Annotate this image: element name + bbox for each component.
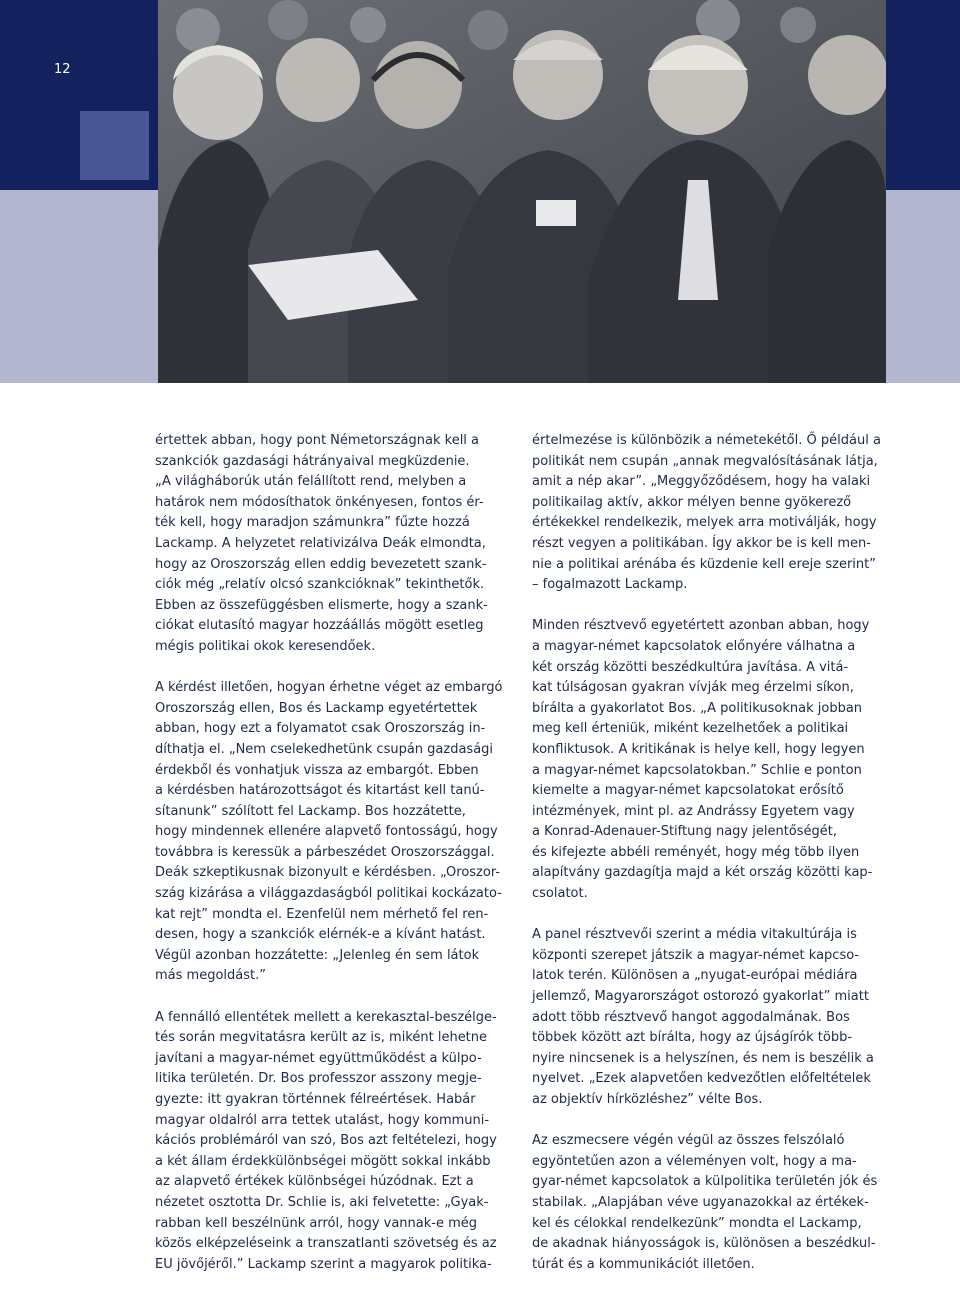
conference-photo [158,0,886,383]
paragraph: A panel résztvevői szerint a média vitakultúrája is központi szerepet játszik a magyar-német kapcso- latok terén. Különösen a „nyugat-európai médiára jellemző, Magyarországot ostorozó gyakorlat” miatt adott több résztvevő hangot aggodalmának. Bos többek között azt bírálta, hogy az újságírók több- nyire nincsenek is a helyszínen, és nem is beszélik a nyelvet. „Ezek alapvetően kedvezőtlen előfeltételek az objektív hírközléshez” vélte Bos. [532,927,874,1107]
conference-audience-photo-icon [158,0,886,383]
accent-square [80,111,149,180]
paragraph: Minden résztvevő egyetértett azonban abban, hogy a magyar-német kapcsolatok előnyére válhatna a két ország közötti beszédkultúra javítása. A vitá- kat túlságosan gyakran vívják meg érzelmi síkon, bírálta a gyakorlatot Bos. „A politikusoknak jobban meg kell érteniük, miként kezelhetőek a politikai konfliktusok. A kritikának is helye kell, hogy legyen a magyar-német kapcsolatokban.” Schlie e ponton kiemelte a magyar-német kapcsolatokat erősítő intézmények, mint pl. az Andrássy Egyetem vagy a Konrad-Adenauer-Stiftung nagy jelentőségét, és kifejezte abbéli reményét, hogy még több ilyen alapítvány gazdagítja majd a két ország közötti kap- csolatot. [532,618,873,902]
paragraph: A fennálló ellentétek mellett a kerekasztal-beszélge- tés során megvitatásra került az is, miként lehetne javítani a magyar-német együttműködést a külpo- litika területén. Dr. Bos professzor asszony megje- gyezte: itt gyakran történnek félreértések. Habár magyar oldalról arra tettek utalást, hogy kommuni- kációs problémáról van szó, Bos azt feltételezi, hogy a két állam érdekkülönbségei mögött sokkal inkább az alapvető értékek különbségei húzódnak. Ezt a nézetet osztotta Dr. Schlie is, aki felvetette: „Gyak- rabban kell beszélnünk arról, hogy vannak-e még közös elképzeléseink a transzatlanti szövetség és az EU jövőjéről.” Lackamp szerint a magyarok politika- [155,1009,497,1272]
paragraph: értelmezése is különbözik a németekétől. Ő például a politikát nem csupán „annak megvalósításának látja, amit a nép akar”. „Meggyőződésem, hogy ha valaki politikailag aktív, akkor mélyen benne gyökerező értékekkel rendelkezik, melyek arra motiválják, hogy részt vegyen a politikában. Így akkor be is kell men- nie a politikai arénába és küzdenie kell ereje szerint” – fogalmazott Lackamp. [532,433,881,593]
paragraph: A kérdést illetően, hogyan érhetne véget az embargó Oroszország ellen, Bos és Lackamp egyetértettek abban, hogy ezt a folyamatot csak Oroszország in- díthatja el. „Nem cselekedhetünk csupán gazdasági érdekből és vonhatjuk vissza az embargót. Ebben a kérdésben határozottságot és kitartást kell tanú- sítanunk” szólított fel Lackamp. Bos hozzátette, hogy mindennek ellenére alapvető fontosságú, hogy továbbra is keressük a párbeszédet Oroszországgal. Deák szkeptikusnak bizonyult e kérdésben. „Oroszor- szág kizárása a világgazdaságból politikai kockázato- kat rejt” mondta el. Ezenfelül nem mérhető fel ren- desen, hogy a szankciók elérnék-e a kívánt hatást. Végül azonban hozzátette: „Jelenleg én sem látok más megoldást.” [155,680,503,984]
page-number: 12 [54,62,71,77]
paragraph: Az eszmecsere végén végül az összes felszólaló egyöntetűen azon a véleményen volt, hogy a ma- gyar-német kapcsolatok a külpolitika területén jók és stabilak. „Alapjában véve ugyanazokkal az értékek- kel és célokkal rendelkezünk” mondta el Lackamp, de akadnak hiányosságok is, különösen a beszédkul- túrát és a kommunikációt illetően. [532,1133,878,1272]
right-text-column [532,431,892,1296]
left-text-column [155,431,515,1296]
paragraph: értettek abban, hogy pont Németországnak kell a szankciók gazdasági hátrányaival megküzdenie. „A világháborúk után felállított rend, melyben a határok nem módosíthatok önkényesen, fontos ér- ték kell, hogy maradjon számunkra” fűzte hozzá Lackamp. A helyzetet relativizálva Deák elmondta, hogy az Oroszország ellen eddig bevezetett szank- ciók még „relatív olcsó szankcióknak” tekinthetők. Ebben az összefüggésben elismerte, hogy a szank- ciókat elutasító magyar hozzáállás mögött esetleg mégis politikai okok keresendőek. [155,433,488,654]
